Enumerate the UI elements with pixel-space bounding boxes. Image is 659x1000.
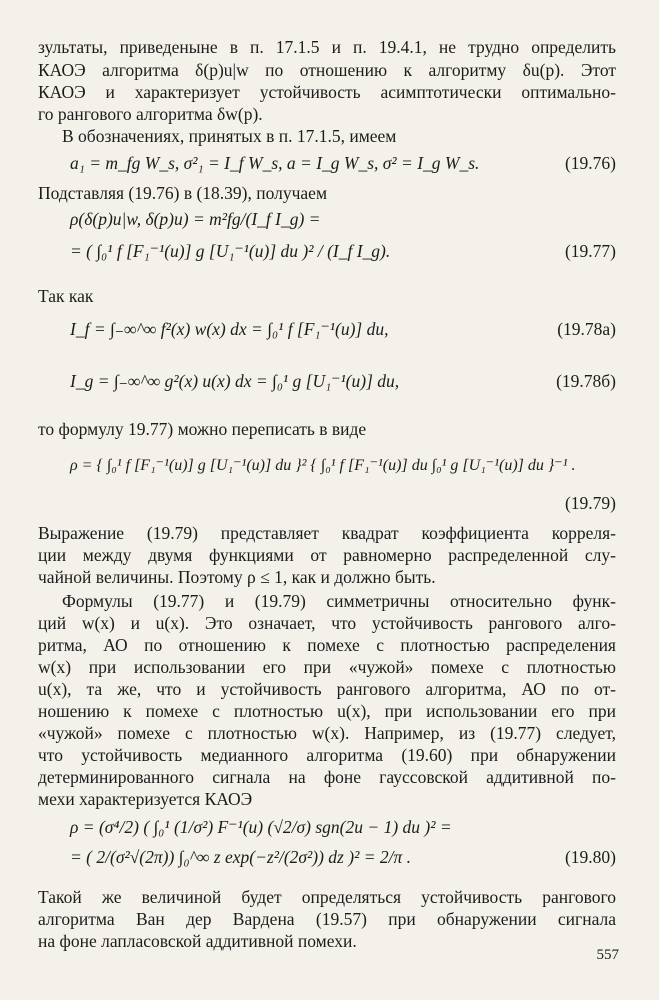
equation-number: (19.80) [564, 847, 616, 867]
text-line: на фоне лапласовской аддитивной помехи. [38, 931, 357, 951]
text-line: КАОЭ алгоритма δ(p)u|w по отношению к алгоритму δu(p). Этот [38, 60, 616, 80]
text-line: зультаты, приведеныне в п. 17.1.5 и п. 19.4.1, не трудно определить [38, 37, 616, 57]
equation-number: (19.78б) [556, 371, 616, 391]
text-line: мехи характеризуется КАОЭ [38, 789, 253, 809]
equation-number: (19.78a) [557, 319, 616, 339]
equation-19-76: a₁ = m_fg W_s, σ²₁ = I_f W_s, a = I_g W_s, σ² = I_g W_s. [70, 153, 480, 173]
text-line: Выражение (19.79) представляет квадрат коэффициента корреля- [38, 523, 616, 543]
text-line: u(x), та же, что и устойчивость рангового алгоритма, АО по от- [38, 679, 616, 699]
equation-19-77-line2: = ( ∫₀¹ f [F₁⁻¹(u)] g [U₁⁻¹(u)] du )² / (I_f I_g). [70, 241, 391, 261]
text-line: то формулу 19.77) можно переписать в виде [38, 419, 367, 439]
text-line: «чужой» помехе с плотностью w(x). Например, из (19.77) следует, [38, 723, 616, 743]
equation-number: (19.76) [564, 153, 616, 173]
text-line: КАОЭ и характеризует устойчивость асимптотически оптимально- [38, 82, 616, 102]
text-line: ций w(x) и u(x). Это означает, что устойчивость рангового алго- [38, 613, 616, 633]
text-line: что устойчивость медианного алгоритма (19.60) при обнаружении [38, 745, 616, 765]
equation-19-78b: I_g = ∫₋∞^∞ g²(x) u(x) dx = ∫₀¹ g [U₁⁻¹(u)] du, [70, 371, 400, 391]
equation-19-80-line1: ρ = (σ⁴/2) ( ∫₀¹ (1/σ²) F⁻¹(u) (√2/σ) sgn(2u − 1) du )² = [70, 817, 452, 837]
equation-number: (19.79) [564, 493, 616, 513]
equation-19-80-line2: = ( 2/(σ²√(2π)) ∫₀^∞ z exp(−z²/(2σ²)) dz )² = 2/π . [70, 847, 412, 867]
equation-number: (19.77) [564, 241, 616, 261]
page-number: 557 [596, 947, 619, 963]
text-line: В обозначениях, принятых в п. 17.1.5, имеем [62, 126, 397, 146]
text-line: w(x) при использовании его при «чужой» помехе с плотностью [38, 657, 616, 677]
text-line: Так как [38, 286, 94, 306]
text-line: чайной величины. Поэтому ρ ≤ 1, как и должно быть. [38, 567, 436, 587]
equation-19-78a: I_f = ∫₋∞^∞ f²(x) w(x) dx = ∫₀¹ f [F₁⁻¹(u)] du, [70, 319, 389, 339]
equation-19-77-line1: ρ(δ(p)u|w, δ(p)u) = m²fg/(I_f I_g) = [70, 209, 321, 229]
text-line: Формулы (19.77) и (19.79) симметричны относительно функ- [62, 591, 616, 611]
text-line: ритма, АО по отношению к помехе с плотностью распределения [38, 635, 616, 655]
text-line: ношению к помехе с плотностью u(x), при использовании его при [38, 701, 616, 721]
text-line: Подставляя (19.76) в (18.39), получаем [38, 183, 328, 203]
text-line: го рангового алгоритма δw(p). [38, 104, 263, 124]
text-line: ции между двумя функциями от равномерно распределенной слу- [38, 545, 616, 565]
equation-19-79: ρ = { ∫₀¹ f [F₁⁻¹(u)] g [U₁⁻¹(u)] du }² { ∫₀¹ f [F₁⁻¹(u)] du ∫₀¹ g [U₁⁻¹(u)] du }⁻¹ . [70, 457, 576, 474]
text-line: детерминированного сигнала на фоне гауссовской аддитивной по- [38, 767, 616, 787]
text-line: Такой же величиной будет определяться устойчивость рангового [38, 887, 616, 907]
text-line: алгоритма Ван дер Вардена (19.57) при обнаружении сигнала [38, 909, 616, 929]
